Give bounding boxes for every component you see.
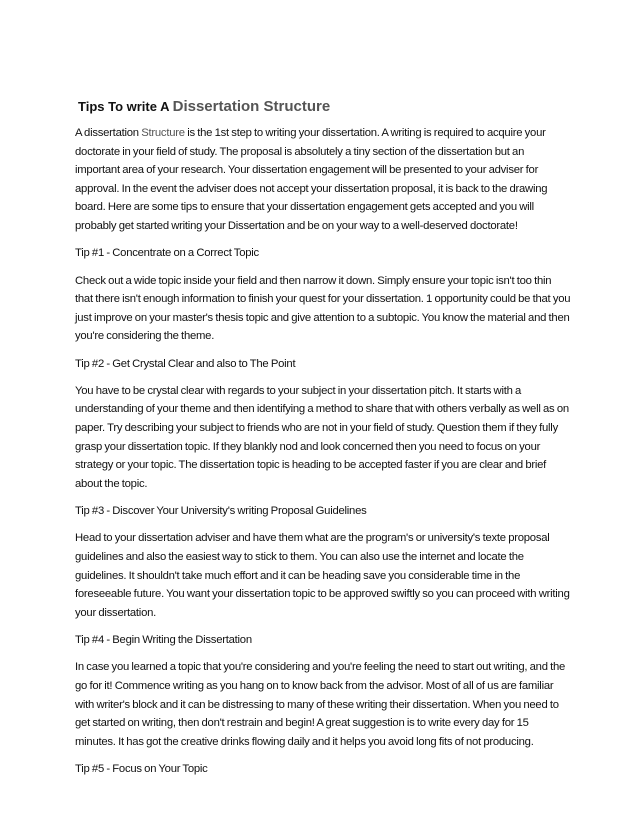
tip-1-heading: Tip #1 - Concentrate on a Correct Topic [75,247,259,260]
tip-4-heading: Tip #4 - Begin Writing the Dissertation [75,634,252,647]
title-accent: Dissertation Structure [172,98,331,115]
intro-linked-word[interactable]: Structure [141,127,185,139]
tip-3-body: Head to your dissertation adviser and have them what are the program's or university's texte proposal guidelines and also the easiest way to stick to them. You can also use the internet and locate the guidelines. It shouldn't take much effort and it can be heading save you considerable time in the foreseeable future. You want your dissertation topic to be approved swiftly so you can proceed with writing your dissertation. [75,532,570,619]
intro-paragraph [75,124,571,236]
tip-3-heading: Tip #3 - Discover Your University's writing Proposal Guidelines [75,505,367,518]
tip-4-body: In case you learned a topic that you're considering and you're feeling the need to start out writing, and the go for it! Commence writing as you hang on to know back from the advisor. Most of all of us are familiar with writer's block and it can be distressing to many of these writing their dissertation. When you need to get started on writing, then don't restrain and begin! A great suggestion is to write every day for 15 minutes. It has got the creative drinks flowing daily and it helps you avoid long fits of not producing. [75,661,566,748]
intro-before: A dissertation [75,127,142,139]
intro-after: is the 1st step to writing your dissertation. A writing is required to acquire your doctorate in your field of study. The proposal is absolutely a tiny section of the dissertation but an important area of your research. Your dissertation engagement will be presented to your adviser for approval. In the event the adviser does not accept your dissertation proposal, it is back to the drawing board. Here are some tips to ensure that your dissertation engagement gets accepted and you will probably get started writing your Dissertation and be on your way to a well-deserved doctorate! [75,127,548,232]
tip-5-heading: Tip #5 - Focus on Your Topic [75,763,208,775]
document-title [78,98,330,115]
tip-2-body: You have to be crystal clear with regards to your subject in your dissertation pitch. It starts with a understanding of your theme and then identifying a method to share that with others verbally as well as on paper. Try describing your subject to friends who are not in your field of study. Question them if they fully grasp your dissertation topic. If they blankly nod and look concerned then you need to focus on your strategy or your topic. The dissertation topic is heading to be accepted faster if you are clear and brief about the topic. [75,384,569,490]
document-body [75,124,571,787]
tip-1-body: Check out a wide topic inside your field and then narrow it down. Simply ensure your topic isn't too thin that there isn't enough information to finish your quest for your dissertation. 1 opportunity could be that you just improve on your master's thesis topic and give attention to a subtopic. You know the material and then you're considering the theme. [75,274,571,343]
title-prefix: Tips To write A [78,99,173,114]
tip-2-heading: Tip #2 - Get Crystal Clear and also to The Point [75,357,296,370]
